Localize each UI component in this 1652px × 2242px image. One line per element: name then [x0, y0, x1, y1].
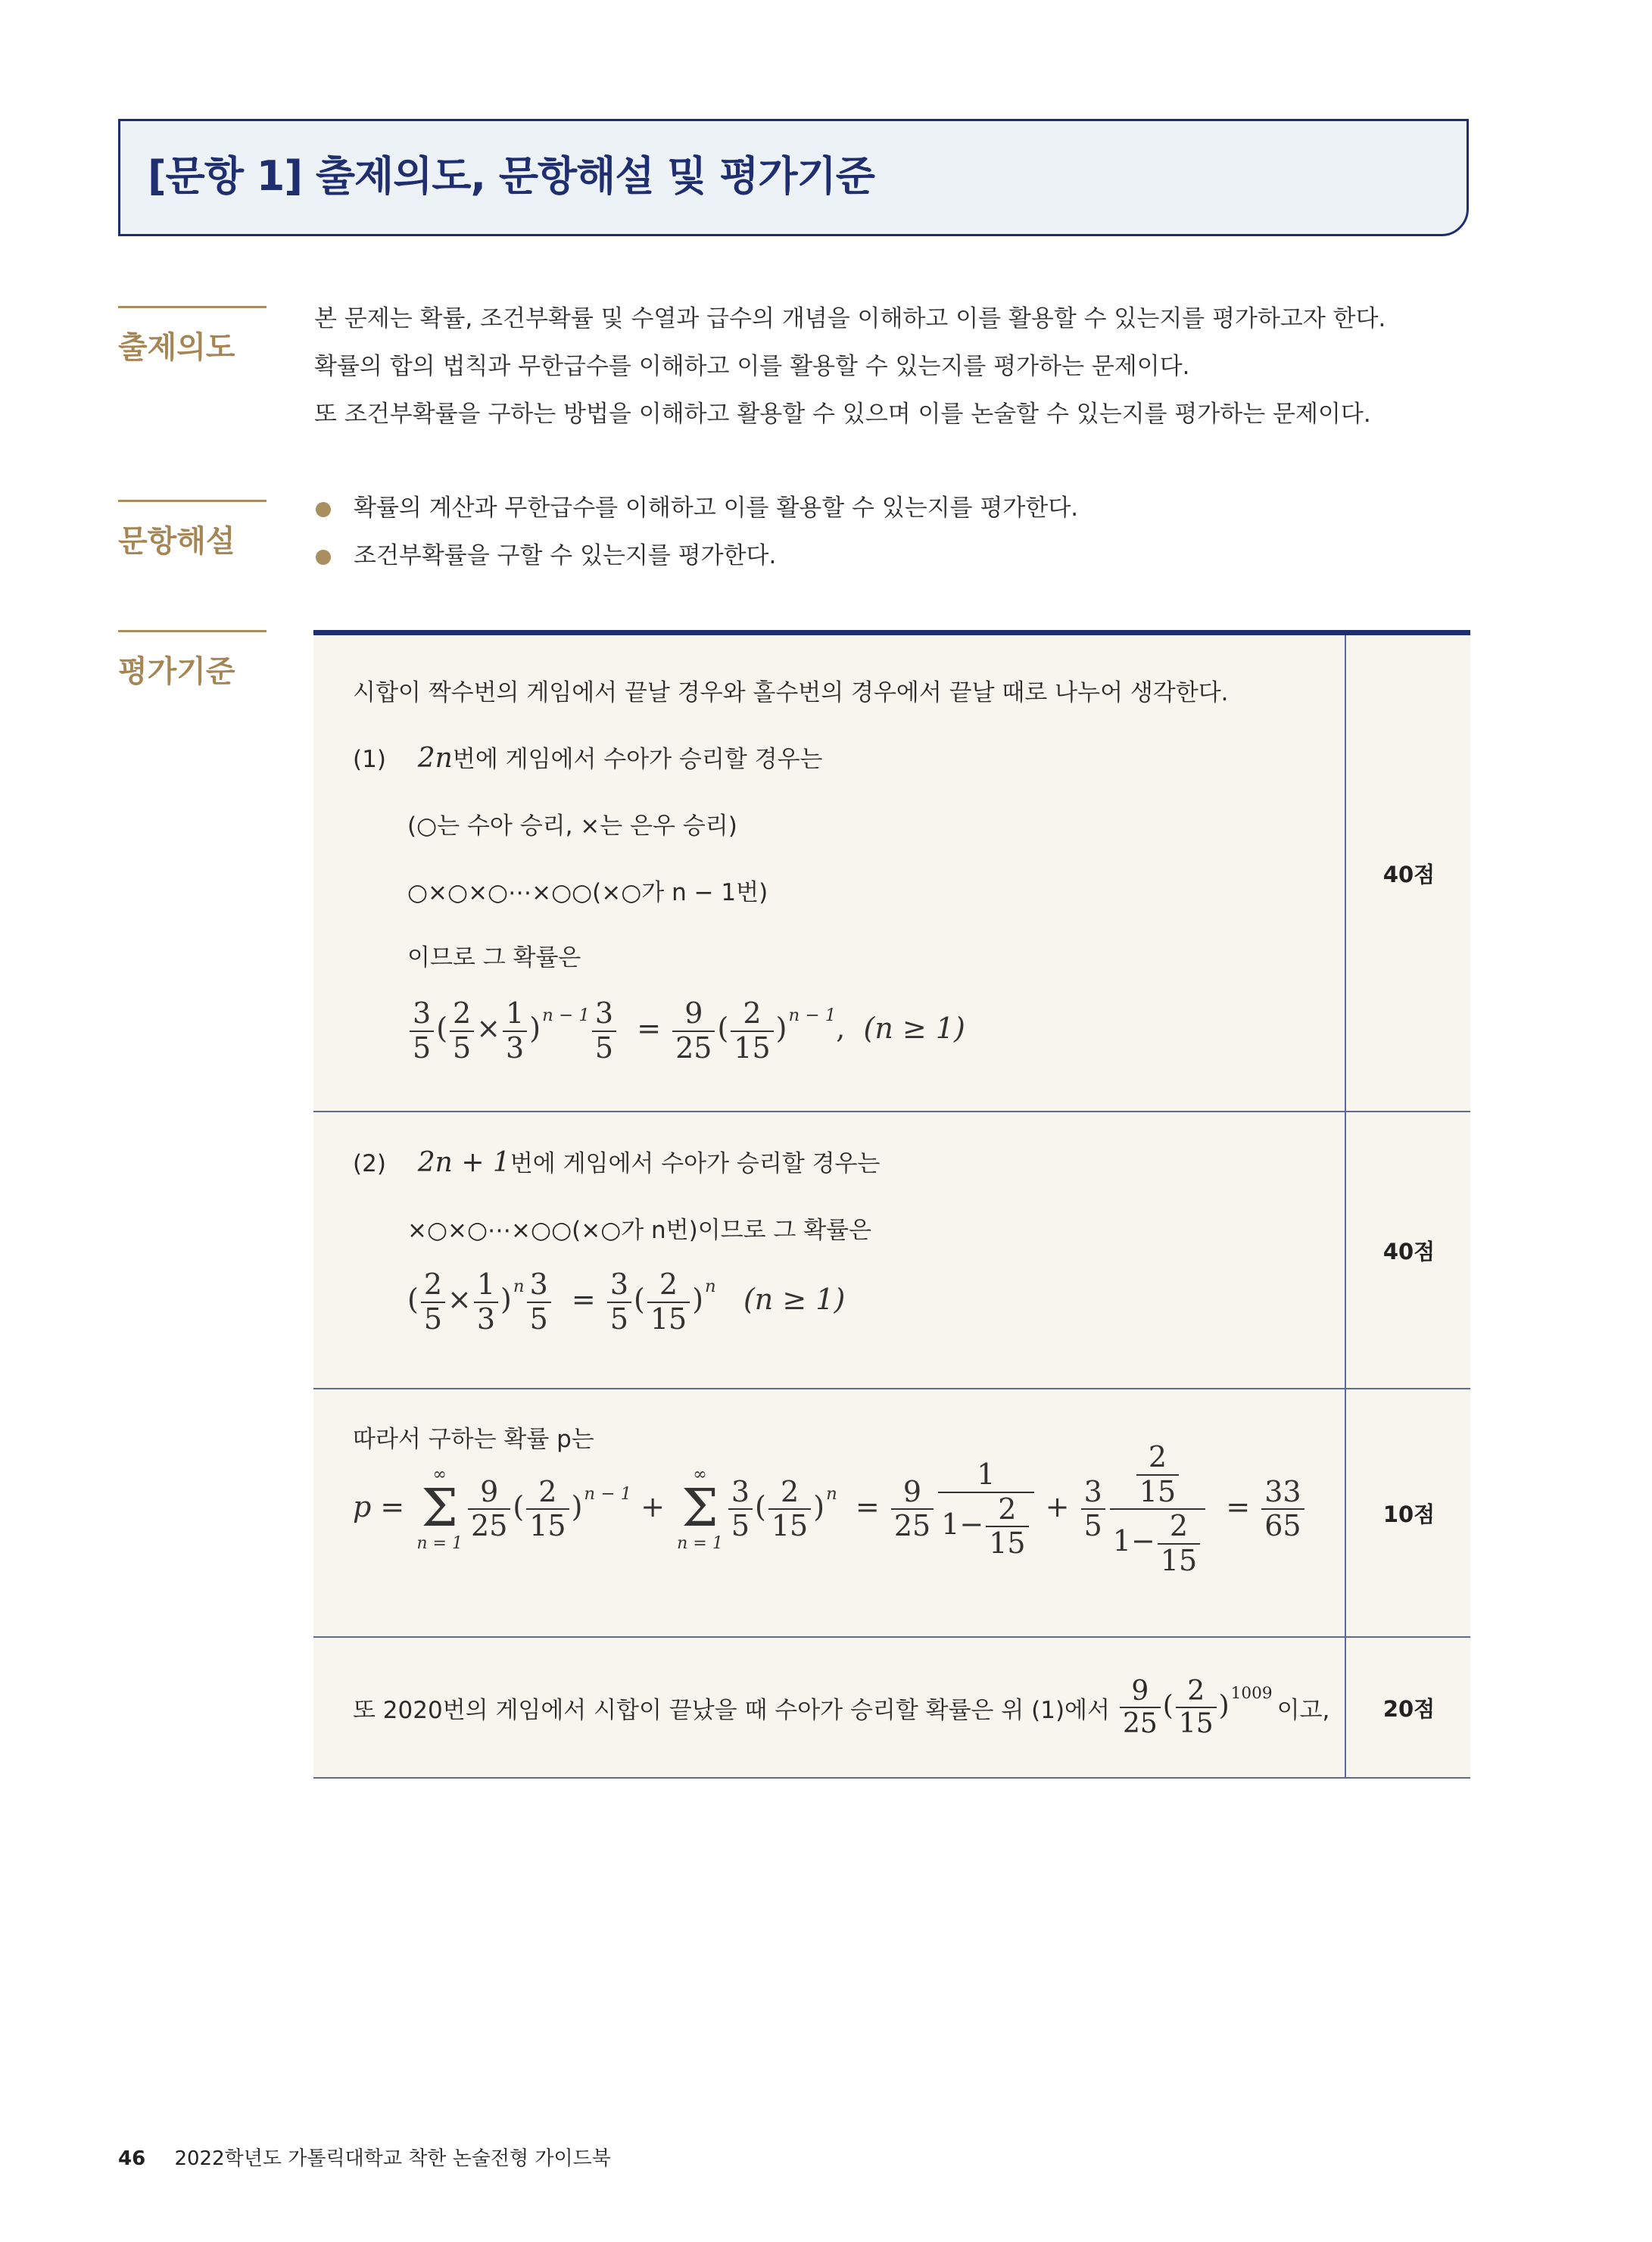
case-number: (2): [353, 1150, 386, 1177]
intent-line-2: 확률의 합의 법칙과 무한급수를 이해하고 이를 활용할 수 있는지를 평가하는 문제이다.: [314, 353, 1190, 380]
intent-line-1: 본 문제는 확률, 조건부확률 및 수열과 급수의 개념을 이해하고 이를 활용할 수 있는지를 평가하고자 한다.: [314, 305, 1386, 332]
criteria-table: [313, 630, 1470, 1779]
final-text-after: 이고,: [1276, 1696, 1330, 1724]
formula-case-2: ( $\frac{2}{5}$ × $\frac{1}{3}$ )$^n$ $\frac{3}{5}$ = $\frac{3}{5}$ ( $\frac{2}{15}$ )$^n$ (n ≥ 1): [407, 1268, 846, 1336]
section-label-intent-text: 출제의도: [118, 330, 235, 365]
formula-case-1: $\frac{3}{5}$ ( $\frac{2}{5}$ × $\frac{1}{3}$ )$^{n - 1}$ $\frac{3}{5}$ = $\frac{9}{25}$ ( $\frac{2}{15}$ )$^{n - 1}$, (n ≥ 1): [407, 997, 965, 1065]
criteria-row-1-content: [353, 635, 1334, 1111]
formula-sum: p = ∞ Σ n = 1 $\frac{9}{25}$ ( $\frac{2}{15}$ )$^{n - 1}$ + ∞ Σ n = 1 $\frac{3}{5}$ ( $\frac{2}{15}$ )$^n$ = $\frac{9}{25}$ 1 1− $\frac{2}{15}$ + $\frac{3}{5}$ $\frac{2}{15}$ 1− $\frac{2}{15}$ = $\frac{33}{65}$: [353, 1441, 1307, 1578]
score-cell: 40점: [1345, 635, 1472, 1111]
formula-case-1-condition: (n ≥ 1): [863, 1012, 965, 1046]
sum-intro: 따라서 구하는 확률 p는: [353, 1426, 594, 1453]
list-item: [314, 532, 1078, 580]
case-text: 번에 게임에서 수아가 승리할 경우는: [452, 746, 823, 773]
bullet-icon: [316, 550, 331, 565]
intent-line-3: 또 조건부확률을 구하는 방법을 이해하고 활용할 수 있으며 이를 논술할 수 있는지를 평가하는 문제이다.: [314, 401, 1371, 428]
section-label-criteria: [118, 630, 267, 691]
case-variable: 2n + 1: [417, 1147, 510, 1178]
bullet-text: 확률의 계산과 무한급수를 이해하고 이를 활용할 수 있는지를 평가한다.: [354, 494, 1079, 522]
criteria-row-4-content: [353, 1638, 1334, 1777]
score-cell: 40점: [1345, 1112, 1472, 1388]
bullet-text: 조건부확률을 구할 수 있는지를 평가한다.: [354, 542, 777, 569]
final-text-before: 또 2020번의 게임에서 시합이 끝났을 때 수아가 승리할 확률은 위 (1)에서: [353, 1696, 1110, 1724]
final-statement: [353, 1676, 1329, 1740]
case-number: (1): [353, 746, 386, 773]
case-sequence: ○×○×○⋯×○○(×○가 n − 1번): [407, 879, 768, 906]
formula-case-2-condition: (n ≥ 1): [743, 1283, 846, 1317]
case-legend: (○는 수아 승리, ×는 은우 승리): [407, 812, 737, 840]
page-number: 46: [118, 2147, 146, 2170]
case-sequence: ×○×○⋯×○○(×○가 n번)이므로 그 확률은: [407, 1217, 872, 1244]
section-label-criteria-text: 평가기준: [118, 654, 235, 689]
intent-paragraph: [314, 295, 1385, 438]
explanation-list: [314, 485, 1078, 580]
criteria-row-1: [313, 635, 1470, 1112]
case-2-heading: [353, 1144, 880, 1178]
bullet-icon: [316, 502, 331, 517]
score-cell: 10점: [1345, 1389, 1472, 1636]
section-label-explanation: [118, 500, 267, 560]
criteria-row-3-content: [353, 1389, 1334, 1636]
case-conclusion: 이므로 그 확률은: [407, 944, 581, 971]
list-item: [314, 485, 1078, 532]
title-box: [118, 119, 1469, 236]
criteria-row-3: [313, 1389, 1470, 1638]
final-formula: $\frac{9}{25}$ ( $\frac{2}{15}$ )$^{1009}$: [1117, 1676, 1273, 1740]
score-cell: 20점: [1345, 1638, 1472, 1777]
page-title: [문항 1] 출제의도, 문항해설 및 평가기준: [148, 152, 874, 200]
section-label-intent: [118, 306, 267, 366]
section-label-explanation-text: 문항해설: [118, 524, 235, 559]
footer-text: 2022학년도 가톨릭대학교 착한 논술전형 가이드북: [174, 2147, 611, 2170]
criteria-row-2-content: [353, 1112, 1334, 1388]
case-variable: 2n: [417, 743, 453, 774]
criteria-row-2: [313, 1112, 1470, 1389]
criteria-intro: 시합이 짝수번의 게임에서 끝날 경우와 홀수번의 경우에서 끝날 때로 나누어 생각한다.: [353, 679, 1229, 706]
case-text: 번에 게임에서 수아가 승리할 경우는: [510, 1150, 881, 1177]
case-1-heading: [353, 740, 822, 774]
footer: [118, 2143, 611, 2171]
criteria-row-4: [313, 1638, 1470, 1779]
final-exponent: 1009: [1230, 1683, 1273, 1703]
